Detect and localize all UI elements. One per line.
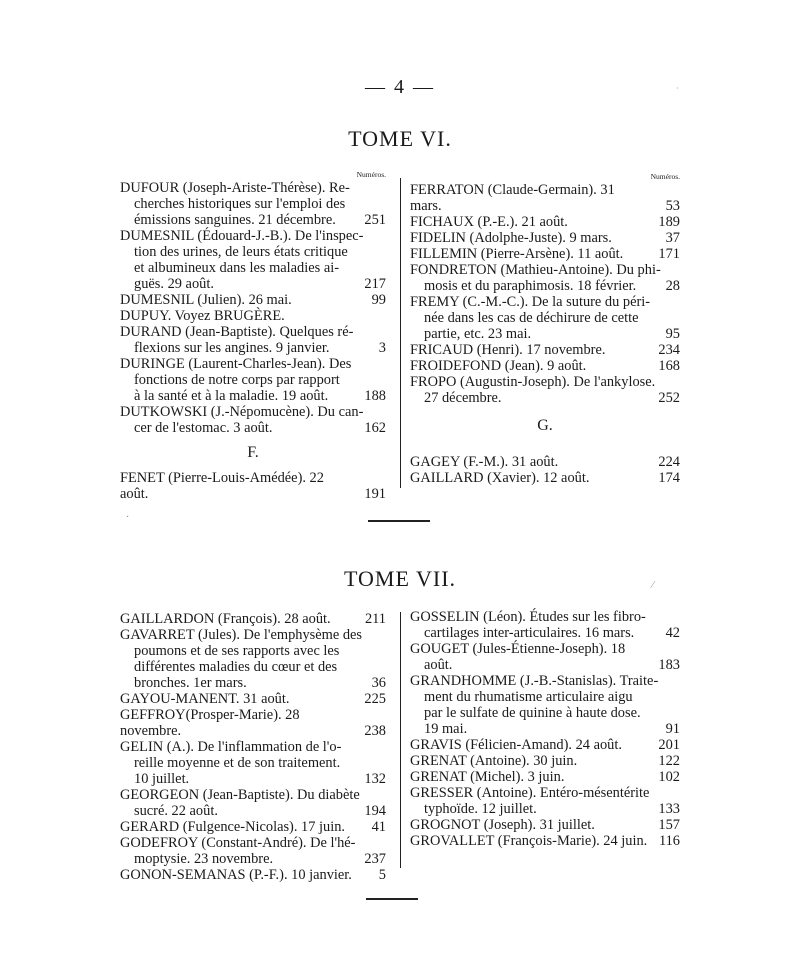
entry-text: bronches. 1er mars.	[134, 675, 247, 691]
index-entry	[120, 308, 386, 324]
entry-text: août.	[424, 657, 453, 673]
index-entry	[410, 214, 680, 230]
entry-text: DURINGE (Laurent-Charles-Jean). Des	[120, 356, 352, 372]
entry-number: 157	[658, 817, 680, 833]
entry-number: 5	[378, 867, 386, 883]
entry-text: à la santé et à la maladie. 19 août.	[134, 388, 329, 404]
index-entry	[120, 180, 386, 228]
section-letter-f: F.	[247, 444, 259, 461]
decorative-mark: ·	[676, 84, 679, 93]
entry-text: GAGEY (F.-M.). 31 août.	[410, 454, 559, 470]
entry-number: 174	[658, 470, 680, 486]
entry-text: FILLEMIN (Pierre-Arsène). 11 août.	[410, 246, 624, 262]
entry-text: FREMY (C.-M.-C.). De la suture du péri-	[410, 294, 651, 310]
index-entry	[410, 374, 680, 406]
index-entry	[120, 356, 386, 404]
page-number: — 4 —	[365, 76, 435, 98]
entry-number: 183	[658, 657, 680, 673]
index-entry	[120, 470, 386, 502]
tome-vi-right-column	[410, 172, 680, 486]
entry-text: GRAVIS (Félicien-Amand). 24 août.	[410, 737, 622, 753]
index-entry	[410, 817, 680, 833]
entry-number: 91	[665, 721, 680, 737]
entry-number: 252	[658, 390, 680, 406]
index-entry	[120, 611, 386, 627]
tome-vi-left-column	[120, 170, 386, 502]
entry-text: par le sulfate de quinine à haute dose.	[424, 705, 641, 721]
entry-text: FIDELIN (Adolphe-Juste). 9 mars.	[410, 230, 612, 246]
entry-text: mosis et du paraphimosis. 18 février.	[424, 278, 637, 294]
index-entry	[410, 358, 680, 374]
entry-number: 133	[658, 801, 680, 817]
tome-vii-left-column	[120, 611, 386, 883]
entry-text: DUMESNIL (Julien). 26 mai.	[120, 292, 292, 308]
entry-text: FENET (Pierre-Louis-Amédée). 22 août.	[120, 470, 324, 502]
entry-number: 234	[658, 342, 680, 358]
entry-text: partie, etc. 23 mai.	[424, 326, 532, 342]
decorative-mark: ·	[126, 512, 130, 523]
entry-number: 53	[665, 198, 680, 214]
entry-text: GONON-SEMANAS (P.-F.). 10 janvier.	[120, 867, 352, 883]
entry-number: 95	[665, 326, 680, 342]
entry-number: 191	[364, 486, 386, 502]
entry-text: 27 décembre.	[424, 390, 502, 406]
entry-text: GAILLARDON (François). 28 août.	[120, 611, 331, 627]
index-entry	[120, 627, 386, 691]
index-entry	[410, 454, 680, 470]
entry-number: 201	[658, 737, 680, 753]
index-entry	[410, 262, 680, 294]
numeros-header: Numéros.	[650, 172, 680, 181]
separator-rule	[366, 898, 418, 900]
tome-vi-title: TOME VI.	[348, 126, 452, 151]
entry-text: GROVALLET (François-Marie). 24 juin.	[410, 833, 648, 849]
entry-text: fonctions de notre corps par rapport	[134, 372, 340, 388]
index-entry	[120, 739, 386, 787]
index-entry	[120, 819, 386, 835]
entry-text: GEFFROY(Prosper-Marie). 28 novembre.	[120, 707, 300, 739]
index-entry	[410, 673, 680, 737]
entry-number: 194	[364, 803, 386, 819]
entry-text: DUFOUR (Joseph-Ariste-Thérèse). Re-	[120, 180, 350, 196]
entry-text: FROPO (Augustin-Joseph). De l'ankylose.	[410, 374, 656, 390]
entry-text: GELIN (A.). De l'inflammation de l'o-	[120, 739, 342, 755]
tome-vii-right-column	[410, 609, 680, 849]
entry-text: DURAND (Jean-Baptiste). Quelques ré-	[120, 324, 354, 340]
entry-number: 189	[658, 214, 680, 230]
index-entry	[410, 230, 680, 246]
index-entry	[410, 294, 680, 342]
entry-text: sucré. 22 août.	[134, 803, 218, 819]
index-entry	[410, 470, 680, 486]
entry-text: différentes maladies du cœur et des	[134, 659, 338, 675]
entry-number: 188	[364, 388, 386, 404]
entry-number: 238	[364, 723, 386, 739]
column-divider	[400, 178, 401, 488]
index-entry	[410, 641, 680, 673]
entry-number: 217	[364, 276, 386, 292]
entry-number: 102	[658, 769, 680, 785]
entry-text: DUTKOWSKI (J.-Népomucène). Du can-	[120, 404, 364, 420]
index-entry	[410, 785, 680, 817]
index-entry	[120, 324, 386, 356]
entry-text: poumons et de ses rapports avec les	[134, 643, 340, 659]
entry-number: 37	[665, 230, 680, 246]
index-entry	[120, 867, 386, 883]
entry-number: 168	[658, 358, 680, 374]
numeros-header: Numéros.	[356, 170, 386, 179]
entry-text: cer de l'estomac. 3 août.	[134, 420, 273, 436]
index-entry	[410, 769, 680, 785]
entry-text: GRENAT (Antoine). 30 juin.	[410, 753, 578, 769]
entry-text: reille moyenne et de son traitement.	[134, 755, 341, 771]
entry-text: émissions sanguines. 21 décembre.	[134, 212, 336, 228]
section-letter-g: G.	[537, 417, 553, 434]
entry-text: tion des urines, de leurs états critique	[134, 244, 348, 260]
entry-number: 36	[371, 675, 386, 691]
index-entry	[410, 609, 680, 641]
entry-text: GAVARRET (Jules). De l'emphysème des	[120, 627, 363, 643]
entry-text: guës. 29 août.	[134, 276, 214, 292]
column-divider	[400, 612, 401, 868]
entry-text: cartilages inter-articulaires. 16 mars.	[424, 625, 635, 641]
entry-text: typhoïde. 12 juillet.	[424, 801, 537, 817]
entry-number: 99	[371, 292, 386, 308]
entry-number: 224	[658, 454, 680, 470]
entry-text: FERRATON (Claude-Germain). 31 mars.	[410, 182, 615, 214]
entry-text: GOSSELIN (Léon). Études sur les fibro-	[410, 609, 646, 625]
entry-text: GROGNOT (Joseph). 31 juillet.	[410, 817, 595, 833]
index-entry	[410, 737, 680, 753]
entry-text: née dans les cas de déchirure de cette	[424, 310, 639, 326]
entry-text: GODEFROY (Constant-André). De l'hé-	[120, 835, 356, 851]
entry-number: 116	[658, 833, 680, 849]
entry-text: DUMESNIL (Édouard-J.-B.). De l'inspec-	[120, 228, 364, 244]
entry-text: GEORGEON (Jean-Baptiste). Du diabète	[120, 787, 360, 803]
entry-text: FROIDEFOND (Jean). 9 août.	[410, 358, 587, 374]
entry-text: GRENAT (Michel). 3 juin.	[410, 769, 565, 785]
index-entry	[120, 292, 386, 308]
index-entry	[120, 787, 386, 819]
entry-text: DUPUY. Voyez BRUGÈRE.	[120, 308, 285, 324]
entry-number: 225	[364, 691, 386, 707]
index-entry	[410, 182, 680, 214]
index-entry	[120, 691, 386, 707]
entry-text: GRANDHOMME (J.-B.-Stanislas). Traite-	[410, 673, 659, 689]
separator-rule	[368, 520, 430, 522]
entry-text: cherches historiques sur l'emploi des	[134, 196, 346, 212]
entry-text: GAYOU-MANENT. 31 août.	[120, 691, 290, 707]
entry-text: GOUGET (Jules-Étienne-Joseph). 18	[410, 641, 626, 657]
entry-number: 171	[658, 246, 680, 262]
index-entry	[120, 404, 386, 436]
entry-text: FRICAUD (Henri). 17 novembre.	[410, 342, 606, 358]
index-entry	[410, 833, 680, 849]
entry-number: 237	[364, 851, 386, 867]
entry-text: 10 juillet.	[134, 771, 190, 787]
index-entry	[120, 228, 386, 292]
entry-number: 28	[665, 278, 680, 294]
entry-text: flexions sur les angines. 9 janvier.	[134, 340, 330, 356]
index-entry	[410, 753, 680, 769]
entry-number: 42	[665, 625, 680, 641]
entry-number: 211	[364, 611, 386, 627]
decorative-mark: ⁄	[652, 580, 654, 591]
entry-number: 122	[658, 753, 680, 769]
tome-vii-title: TOME VII.	[343, 566, 457, 591]
entry-text: GERARD (Fulgence-Nicolas). 17 juin.	[120, 819, 346, 835]
entry-text: ment du rhumatisme articulaire aigu	[424, 689, 633, 705]
entry-text: moptysie. 23 novembre.	[134, 851, 274, 867]
entry-number: 132	[364, 771, 386, 787]
entry-text: et albumineux dans les maladies ai-	[134, 260, 340, 276]
entry-text: 19 mai.	[424, 721, 468, 737]
index-entry	[410, 342, 680, 358]
entry-text: FONDRETON (Mathieu-Antoine). Du phi-	[410, 262, 661, 278]
index-entry	[120, 707, 386, 739]
entry-text: FICHAUX (P.-E.). 21 août.	[410, 214, 568, 230]
entry-text: GRESSER (Antoine). Entéro-mésentérite	[410, 785, 650, 801]
entry-number: 41	[371, 819, 386, 835]
entry-number: 251	[364, 212, 386, 228]
index-entry	[410, 246, 680, 262]
index-entry	[120, 835, 386, 867]
entry-text: GAILLARD (Xavier). 12 août.	[410, 470, 590, 486]
entry-number: 162	[364, 420, 386, 436]
entry-number: 3	[378, 340, 386, 356]
